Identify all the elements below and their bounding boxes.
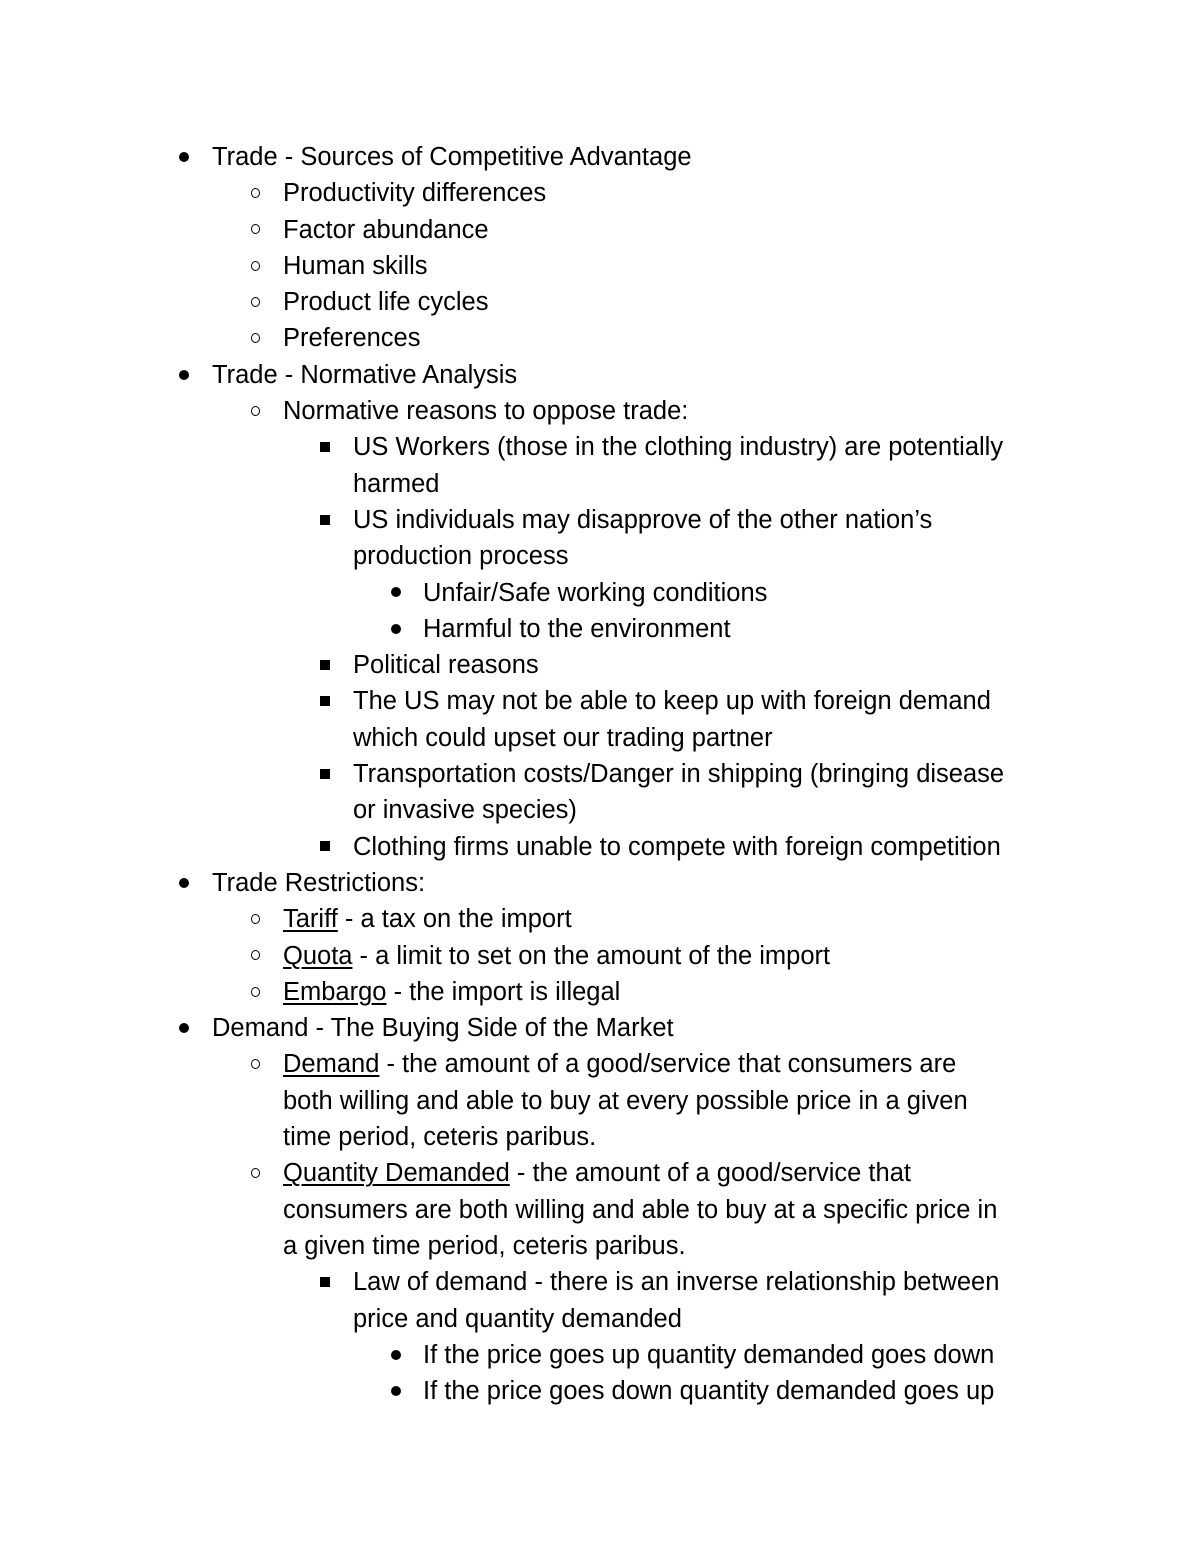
square-bullet-icon [313,683,337,719]
filled-circle-bullet-icon [172,139,196,175]
term-quantity-demanded: Quantity Demanded [283,1159,510,1188]
list-item: Clothing firms unable to compete with foreign competition [0,829,1200,865]
square-bullet-icon [313,829,337,865]
list-item-continuation: both willing and able to buy at every possible price in a given [283,1086,968,1115]
list-item: Law of demand - there is an inverse relationship between [0,1264,1200,1300]
list-item [0,974,1200,1010]
list-item: US Workers (those in the clothing industry) are potentially [0,429,1200,465]
hollow-circle-bullet-icon [243,212,267,248]
list-item: Unfair/Safe working conditions [0,575,1200,611]
hollow-circle-bullet-icon [243,248,267,284]
filled-circle-bullet-icon [172,357,196,393]
list-item [0,901,1200,937]
filled-circle-bullet-icon [172,865,196,901]
outline [0,139,1200,1409]
list-item-continuation: which could upset our trading partner [353,723,773,752]
filled-circle-bullet-icon [384,1337,408,1373]
hollow-circle-bullet-icon [243,284,267,320]
list-item: Harmful to the environment [0,611,1200,647]
section-heading: Trade - Sources of Competitive Advantage [0,139,1200,175]
list-item: Factor abundance [0,212,1200,248]
list-item-continuation: production process [353,542,569,571]
list-item-continuation: harmed [353,469,440,498]
list-item: If the price goes up quantity demanded goes down [0,1337,1200,1373]
section-heading: Demand - The Buying Side of the Market [0,1010,1200,1046]
square-bullet-icon [313,647,337,683]
square-bullet-icon [313,429,337,465]
list-item: If the price goes down quantity demanded goes up [0,1373,1200,1409]
hollow-circle-bullet-icon [243,1155,267,1191]
hollow-circle-bullet-icon [243,974,267,1010]
term-definition: - the amount of a good/service that [509,1159,911,1188]
list-item-continuation: time period, ceteris paribus. [283,1123,597,1152]
list-item-continuation: a given time period, ceteris paribus. [283,1231,686,1260]
section-heading: Trade - Normative Analysis [0,357,1200,393]
filled-circle-bullet-icon [384,611,408,647]
hollow-circle-bullet-icon [243,320,267,356]
list-item [0,1155,1200,1191]
hollow-circle-bullet-icon [243,938,267,974]
term-definition: - the amount of a good/service that consumers are [379,1050,957,1079]
filled-circle-bullet-icon [384,1373,408,1409]
list-item: Transportation costs/Danger in shipping (bringing disease [0,756,1200,792]
list-item [0,1046,1200,1082]
term-definition: - a limit to set on the amount of the import [352,941,831,970]
term-demand: Demand [283,1050,380,1079]
section-heading: Trade Restrictions: [0,865,1200,901]
hollow-circle-bullet-icon [243,175,267,211]
hollow-circle-bullet-icon [243,393,267,429]
term-quota: Quota [283,941,353,970]
term-definition: - a tax on the import [337,905,572,934]
list-item: Political reasons [0,647,1200,683]
list-item-continuation: or invasive species) [353,796,577,825]
list-item-continuation: price and quantity demanded [353,1304,682,1333]
list-item: Preferences [0,320,1200,356]
hollow-circle-bullet-icon [243,901,267,937]
list-item: Productivity differences [0,175,1200,211]
term-definition: - the import is illegal [386,977,621,1006]
square-bullet-icon [313,756,337,792]
list-item [0,938,1200,974]
filled-circle-bullet-icon [384,575,408,611]
term-embargo: Embargo [283,977,387,1006]
list-item: Normative reasons to oppose trade: [0,393,1200,429]
list-item-continuation: consumers are both willing and able to buy at a specific price in [283,1195,998,1224]
term-tariff: Tariff [283,905,338,934]
list-item: The US may not be able to keep up with foreign demand [0,683,1200,719]
list-item: Human skills [0,248,1200,284]
list-item: Product life cycles [0,284,1200,320]
list-item: US individuals may disapprove of the other nation’s [0,502,1200,538]
filled-circle-bullet-icon [172,1010,196,1046]
hollow-circle-bullet-icon [243,1046,267,1082]
square-bullet-icon [313,502,337,538]
square-bullet-icon [313,1264,337,1300]
